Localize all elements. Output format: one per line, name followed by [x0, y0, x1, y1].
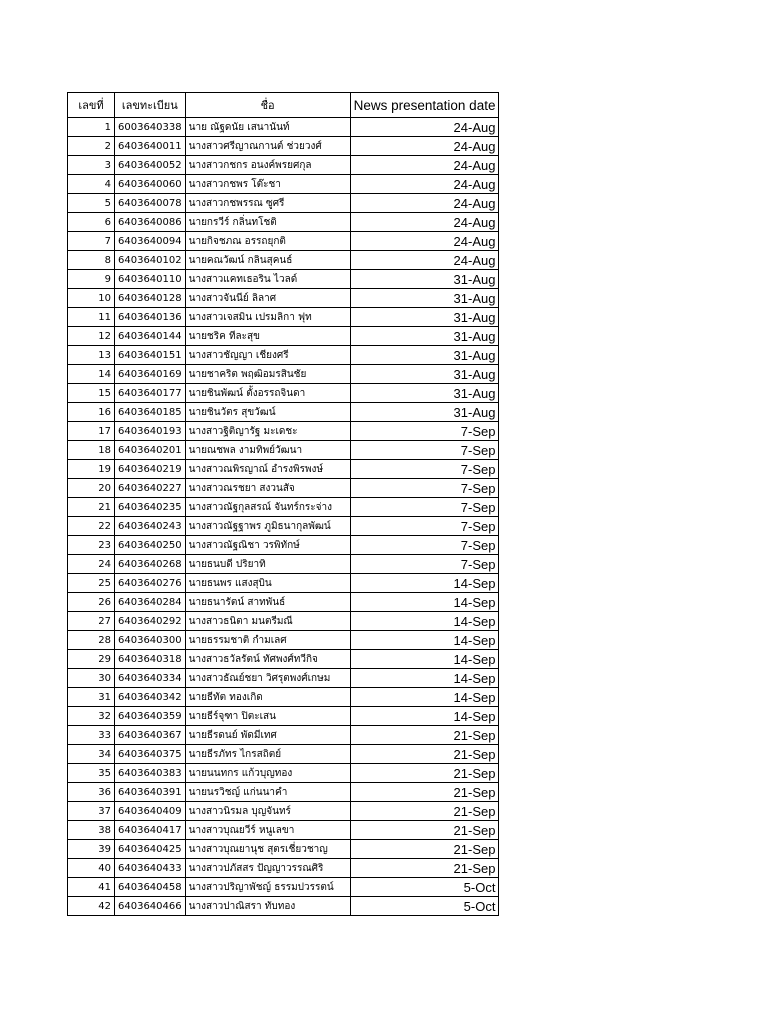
row-number: 36 [68, 783, 115, 802]
table-row [68, 289, 499, 308]
table-row [68, 156, 499, 175]
student-name: นางสาวกชพร โต๊ะชา [185, 175, 350, 194]
presentation-date: 14-Sep [350, 593, 499, 612]
student-name: นายธีทัต ทองเกิด [185, 688, 350, 707]
student-id: 6403640334 [115, 669, 186, 688]
student-id: 6403640458 [115, 878, 186, 897]
student-name: นายธรรมชาติ กำมเลศ [185, 631, 350, 650]
row-number: 29 [68, 650, 115, 669]
presentation-date: 21-Sep [350, 840, 499, 859]
student-name: นายธนารัตน์ สาทพันธ์ [185, 593, 350, 612]
student-id: 6403640425 [115, 840, 186, 859]
table-row [68, 574, 499, 593]
table-row [68, 384, 499, 403]
presentation-date: 31-Aug [350, 289, 499, 308]
student-name: นายนนทกร แก้วบุญทอง [185, 764, 350, 783]
table-row [68, 631, 499, 650]
student-name: นางสาวปภัสสร ปัญญาวรรณศิริ [185, 859, 350, 878]
table-row [68, 650, 499, 669]
student-id: 6403640268 [115, 555, 186, 574]
student-id: 6403640359 [115, 707, 186, 726]
row-number: 19 [68, 460, 115, 479]
student-id: 6403640185 [115, 403, 186, 422]
row-number: 17 [68, 422, 115, 441]
student-name: นางสาวเจสมิน เปรมลิกา ฟุท [185, 308, 350, 327]
row-number: 38 [68, 821, 115, 840]
student-name: นางสาวจันนีย์ ลิลาศ [185, 289, 350, 308]
student-id: 6403640409 [115, 802, 186, 821]
student-name: นางสาวกชพรรณ ซูศรี [185, 194, 350, 213]
row-number: 2 [68, 137, 115, 156]
student-id: 6403640227 [115, 479, 186, 498]
presentation-date: 24-Aug [350, 251, 499, 270]
row-number: 22 [68, 517, 115, 536]
row-number: 37 [68, 802, 115, 821]
presentation-date: 7-Sep [350, 479, 499, 498]
row-number: 15 [68, 384, 115, 403]
row-number: 33 [68, 726, 115, 745]
table-row [68, 669, 499, 688]
student-name: นายกรวีร์ กลิ่นทโชติ [185, 213, 350, 232]
student-id: 6403640052 [115, 156, 186, 175]
table-row [68, 802, 499, 821]
student-name: นางสาวปาณิสรา ทับทอง [185, 897, 350, 916]
row-number: 16 [68, 403, 115, 422]
student-id: 6403640128 [115, 289, 186, 308]
presentation-date: 21-Sep [350, 745, 499, 764]
student-name: นางสาวชัญญา เชียงศรี [185, 346, 350, 365]
row-number: 7 [68, 232, 115, 251]
presentation-date: 21-Sep [350, 821, 499, 840]
table-row [68, 422, 499, 441]
presentation-date: 14-Sep [350, 650, 499, 669]
presentation-date: 24-Aug [350, 194, 499, 213]
student-name: นางสาวปริญาพัชญ์ ธรรมปวรรตน์ [185, 878, 350, 897]
student-name: นายชาคริต พฤฒิอมรสินชัย [185, 365, 350, 384]
row-number: 20 [68, 479, 115, 498]
student-id: 6403640094 [115, 232, 186, 251]
presentation-date: 7-Sep [350, 517, 499, 536]
student-id: 6403640078 [115, 194, 186, 213]
table-row [68, 251, 499, 270]
row-number: 3 [68, 156, 115, 175]
student-name: นายธนพร แสงสุบิน [185, 574, 350, 593]
table-row [68, 878, 499, 897]
table-row [68, 859, 499, 878]
presentation-date: 21-Sep [350, 783, 499, 802]
row-number: 31 [68, 688, 115, 707]
table-row [68, 365, 499, 384]
row-number: 14 [68, 365, 115, 384]
row-number: 34 [68, 745, 115, 764]
student-name: นางสาวณรชยา สงวนสัจ [185, 479, 350, 498]
table-row [68, 726, 499, 745]
header-student-id: เลขทะเบียน [115, 93, 186, 118]
presentation-date: 5-Oct [350, 878, 499, 897]
header-name: ชื่อ [185, 93, 350, 118]
row-number: 21 [68, 498, 115, 517]
presentation-date: 14-Sep [350, 612, 499, 631]
student-name: นางสาวณัฐกุลสรณ์ จันทร์กระจ่าง [185, 498, 350, 517]
presentation-date: 7-Sep [350, 422, 499, 441]
table-row [68, 194, 499, 213]
student-name: นายคณวัฒน์ กลินสุคนธ์ [185, 251, 350, 270]
presentation-date: 31-Aug [350, 403, 499, 422]
row-number: 35 [68, 764, 115, 783]
student-name: นางสาวณัฐณิชา วรพิทักษ์ [185, 536, 350, 555]
presentation-date: 24-Aug [350, 137, 499, 156]
table-row [68, 498, 499, 517]
table-row [68, 897, 499, 916]
row-number: 10 [68, 289, 115, 308]
presentation-date: 31-Aug [350, 384, 499, 403]
table-row [68, 441, 499, 460]
student-id: 6403640235 [115, 498, 186, 517]
table-row [68, 707, 499, 726]
header-number: เลขที่ [68, 93, 115, 118]
student-name: นายณชพล งามทิพย์วัฒนา [185, 441, 350, 460]
student-id: 6403640144 [115, 327, 186, 346]
presentation-date: 7-Sep [350, 498, 499, 517]
student-name: นายนรวิชญ์ แก่นนาคำ [185, 783, 350, 802]
table-row [68, 593, 499, 612]
student-id: 6403640292 [115, 612, 186, 631]
row-number: 1 [68, 118, 115, 137]
presentation-date: 7-Sep [350, 555, 499, 574]
table-row [68, 346, 499, 365]
row-number: 41 [68, 878, 115, 897]
student-id: 6403640011 [115, 137, 186, 156]
presentation-date: 21-Sep [350, 802, 499, 821]
student-name: นางสาวนิรมล บุญจันทร์ [185, 802, 350, 821]
presentation-date: 21-Sep [350, 764, 499, 783]
presentation-date: 7-Sep [350, 536, 499, 555]
table-row [68, 232, 499, 251]
table-row [68, 460, 499, 479]
row-number: 27 [68, 612, 115, 631]
student-name: นางสาวณัฐฐาพร ภูมิธนากุลพัฒน์ [185, 517, 350, 536]
row-number: 13 [68, 346, 115, 365]
student-name: นางสาวกชกร อนงค์พรยศกุล [185, 156, 350, 175]
student-id: 6403640177 [115, 384, 186, 403]
row-number: 28 [68, 631, 115, 650]
student-name: นายธีร์จุฑา ปิตะเสน [185, 707, 350, 726]
student-name: นางสาวธัณย์ชยา วิศรุตพงศ์เกษม [185, 669, 350, 688]
table-row [68, 270, 499, 289]
student-id: 6403640110 [115, 270, 186, 289]
table-row [68, 308, 499, 327]
student-id: 6003640338 [115, 118, 186, 137]
student-id: 6403640060 [115, 175, 186, 194]
table-row [68, 536, 499, 555]
student-id: 6403640201 [115, 441, 186, 460]
row-number: 12 [68, 327, 115, 346]
student-id: 6403640250 [115, 536, 186, 555]
header-presentation-date: News presentation date [350, 93, 499, 118]
student-name: นางสาวศรีญาณกานต์ ช่วยวงศ์ [185, 137, 350, 156]
student-name: นาย ณัฐดนัย เสนานันท์ [185, 118, 350, 137]
student-name: นางสาวแคทเธอริน ไวลด์ [185, 270, 350, 289]
table-row [68, 479, 499, 498]
student-id: 6403640433 [115, 859, 186, 878]
row-number: 8 [68, 251, 115, 270]
student-name: นางสาวบุณยานุช สุตรเชี่ยวชาญ [185, 840, 350, 859]
student-id: 6403640086 [115, 213, 186, 232]
student-name: นายกิจชภณ อรรถยุกติ [185, 232, 350, 251]
table-row [68, 118, 499, 137]
student-name: นายธนบดี ปริยาทิ [185, 555, 350, 574]
student-id: 6403640367 [115, 726, 186, 745]
student-name: นายธีรดนย์ พัดมีเทศ [185, 726, 350, 745]
table-row [68, 612, 499, 631]
row-number: 32 [68, 707, 115, 726]
student-name: นางสาวธวัลรัตน์ ทัศพงศ์ทวีกิจ [185, 650, 350, 669]
table-row [68, 783, 499, 802]
row-number: 39 [68, 840, 115, 859]
table-row [68, 745, 499, 764]
row-number: 30 [68, 669, 115, 688]
student-name: นายชินพัฒน์ ตั้งอรรถจินดา [185, 384, 350, 403]
row-number: 40 [68, 859, 115, 878]
presentation-date: 31-Aug [350, 346, 499, 365]
table-row [68, 555, 499, 574]
row-number: 26 [68, 593, 115, 612]
table-row [68, 840, 499, 859]
presentation-date: 14-Sep [350, 688, 499, 707]
student-id: 6403640243 [115, 517, 186, 536]
student-id: 6403640276 [115, 574, 186, 593]
student-id: 6403640284 [115, 593, 186, 612]
row-number: 4 [68, 175, 115, 194]
presentation-date: 31-Aug [350, 327, 499, 346]
table-row [68, 764, 499, 783]
table-body [68, 118, 499, 916]
presentation-date: 5-Oct [350, 897, 499, 916]
table-row [68, 821, 499, 840]
presentation-date: 14-Sep [350, 574, 499, 593]
student-id: 6403640383 [115, 764, 186, 783]
student-id: 6403640169 [115, 365, 186, 384]
presentation-date: 21-Sep [350, 859, 499, 878]
presentation-date: 24-Aug [350, 175, 499, 194]
student-name: นางสาวบุณยวีร์ หนูเลขา [185, 821, 350, 840]
student-id: 6403640391 [115, 783, 186, 802]
table-row [68, 403, 499, 422]
row-number: 25 [68, 574, 115, 593]
table-row [68, 517, 499, 536]
student-name: นายธีรภัทร ไกรสถิตย์ [185, 745, 350, 764]
table-row [68, 213, 499, 232]
row-number: 42 [68, 897, 115, 916]
row-number: 11 [68, 308, 115, 327]
presentation-date: 31-Aug [350, 308, 499, 327]
student-id: 6403640342 [115, 688, 186, 707]
student-id: 6403640151 [115, 346, 186, 365]
table-row [68, 688, 499, 707]
presentation-schedule-table [67, 92, 499, 916]
presentation-date: 24-Aug [350, 232, 499, 251]
presentation-date: 31-Aug [350, 365, 499, 384]
row-number: 23 [68, 536, 115, 555]
row-number: 6 [68, 213, 115, 232]
student-id: 6403640193 [115, 422, 186, 441]
student-id: 6403640136 [115, 308, 186, 327]
presentation-date: 14-Sep [350, 707, 499, 726]
student-name: นางสาวณพิรญาณ์ อำรงพิรพงษ์ [185, 460, 350, 479]
student-name: นางสาวฐิติญารัฐ มะเดชะ [185, 422, 350, 441]
row-number: 9 [68, 270, 115, 289]
presentation-date: 14-Sep [350, 631, 499, 650]
row-number: 5 [68, 194, 115, 213]
student-id: 6403640417 [115, 821, 186, 840]
presentation-date: 24-Aug [350, 213, 499, 232]
student-name: นายชินวัตร สุขวัฒน์ [185, 403, 350, 422]
row-number: 24 [68, 555, 115, 574]
header-row [68, 93, 499, 118]
table-row [68, 175, 499, 194]
student-id: 6403640219 [115, 460, 186, 479]
student-id: 6403640466 [115, 897, 186, 916]
student-name: นายชริค ทีละสุข [185, 327, 350, 346]
spreadsheet [67, 92, 499, 916]
student-id: 6403640102 [115, 251, 186, 270]
row-number: 18 [68, 441, 115, 460]
presentation-date: 7-Sep [350, 460, 499, 479]
presentation-date: 24-Aug [350, 156, 499, 175]
presentation-date: 7-Sep [350, 441, 499, 460]
student-id: 6403640375 [115, 745, 186, 764]
student-id: 6403640318 [115, 650, 186, 669]
presentation-date: 31-Aug [350, 270, 499, 289]
presentation-date: 21-Sep [350, 726, 499, 745]
student-name: นางสาวธนิตา มนตรีมณี [185, 612, 350, 631]
presentation-date: 24-Aug [350, 118, 499, 137]
table-row [68, 327, 499, 346]
presentation-date: 14-Sep [350, 669, 499, 688]
student-id: 6403640300 [115, 631, 186, 650]
table-row [68, 137, 499, 156]
